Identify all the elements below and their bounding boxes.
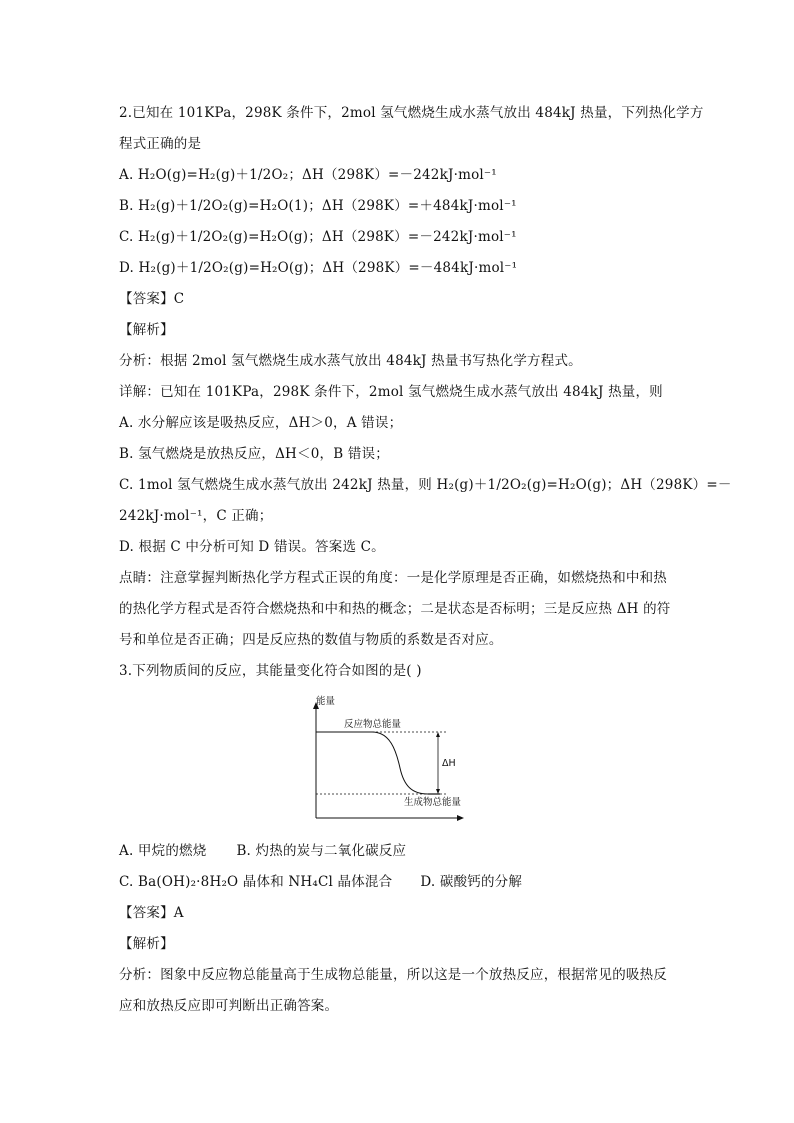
q2-detail-c-line1: C. 1mol 氢气燃烧生成水蒸气放出 242kJ 热量，则 H₂(g)＋1/2O₂(g)=H₂O(g)；ΔH（298K）=－ (119, 477, 732, 493)
q3-option-a: A. 甲烷的燃烧 (119, 843, 207, 859)
q2-tip-line1: 点睛：注意掌握判断热化学方程式正误的角度：一是化学原理是否正确，如燃烧热和中和热 (119, 570, 667, 586)
q3-option-c: C. Ba(OH)₂·8H₂O 晶体和 NH₄Cl 晶体混合 (119, 874, 393, 890)
delta-h-label: ΔH (442, 758, 456, 769)
delta-h-arrow-bottom (436, 789, 440, 794)
product-energy-label: 生成物总能量 (404, 797, 462, 808)
q2-analysis-heading: 【解析】 (119, 322, 174, 338)
delta-h-arrow-top (436, 732, 440, 737)
q3-analysis-heading: 【解析】 (119, 936, 174, 952)
q2-detail: 详解：已知在 101KPa，298K 条件下，2mol 氢气燃烧生成水蒸气放出 484kJ 热量，则 (119, 384, 663, 400)
q3-options-row1 (119, 841, 406, 861)
q2-option-a: A. H₂O(g)=H₂(g)＋1/2O₂；ΔH（298K）=－242kJ·mol⁻¹ (119, 167, 497, 183)
q3-answer: 【答案】A (119, 905, 184, 921)
q3-stem: 3.下列物质间的反应，其能量变化符合如图的是( ) (119, 663, 422, 679)
q2-detail-c-line2: 242kJ·mol⁻¹，C 正确； (119, 508, 273, 524)
q2-tip-line2: 的热化学方程式是否符合燃烧热和中和热的概念；二是状态是否标明；三是反应热 ΔH 的符 (119, 601, 671, 617)
q2-analysis: 分析：根据 2mol 氢气燃烧生成水蒸气放出 484kJ 热量书写热化学方程式。 (119, 353, 582, 369)
y-axis-label: 能量 (316, 696, 336, 707)
q2-stem-line2: 程式正确的是 (119, 136, 202, 152)
energy-curve (316, 732, 440, 794)
q2-option-d: D. H₂(g)＋1/2O₂(g)=H₂O(g)；ΔH（298K）=－484kJ·mol⁻¹ (119, 260, 518, 276)
q3-options-row2 (119, 872, 522, 892)
q2-tip-line3: 号和单位是否正确；四是反应热的数值与物质的系数是否对应。 (119, 632, 503, 648)
q2-detail-b: B. 氢气燃烧是放热反应，ΔH＜0，B 错误； (119, 446, 389, 462)
q3-option-d: D. 碳酸钙的分解 (420, 874, 523, 890)
q2-answer: 【答案】C (119, 291, 185, 307)
q2-detail-d: D. 根据 C 中分析可知 D 错误。答案选 C。 (119, 539, 385, 555)
q2-option-b: B. H₂(g)＋1/2O₂(g)=H₂O(1)；ΔH（298K）=＋484kJ·mol⁻¹ (119, 198, 517, 214)
q3-analysis-line1: 分析：图象中反应物总能量高于生成物总能量，所以这是一个放热反应，根据常见的吸热反 (119, 967, 667, 983)
q2-option-c: C. H₂(g)＋1/2O₂(g)=H₂O(g)；ΔH（298K）=－242kJ·mol⁻¹ (119, 229, 517, 245)
q3-option-b: B. 灼热的炭与二氧化碳反应 (236, 843, 407, 859)
q2-detail-a: A. 水分解应该是吸热反应，ΔH＞0，A 错误； (119, 415, 403, 431)
q3-analysis-line2: 应和放热反应即可判断出正确答案。 (119, 998, 339, 1014)
q2-stem-line1: 2.已知在 101KPa，298K 条件下，2mol 氢气燃烧生成水蒸气放出 484kJ 热量，下列热化学方 (119, 105, 704, 121)
reactant-energy-label: 反应物总能量 (344, 719, 402, 730)
energy-diagram (300, 692, 470, 824)
x-axis-arrow (457, 815, 464, 821)
